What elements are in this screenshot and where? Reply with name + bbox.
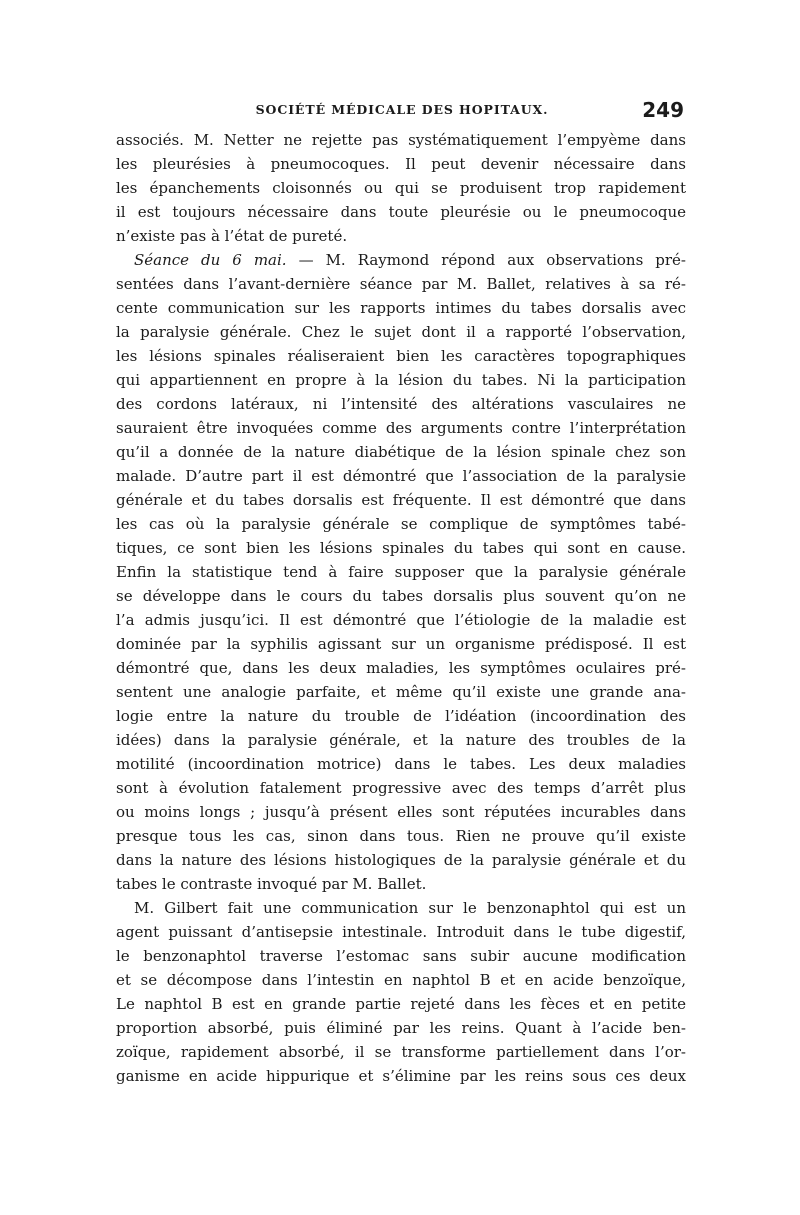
text-line: dans la nature des lésions histologiques de la paralysie générale et du	[116, 851, 686, 869]
text-line: n’existe pas à l’état de pureté.	[116, 227, 348, 245]
text-line: et se décompose dans l’intestin en naphtol B et en acide benzoïque,	[116, 971, 686, 989]
text-line: tabes le contraste invoqué par M. Ballet.	[116, 875, 427, 893]
text-line: le benzonaphtol traverse l’estomac sans subir aucune modification	[116, 947, 686, 965]
text-line: zoïque, rapidement absorbé, il se transforme partiellement dans l’or-	[116, 1043, 686, 1061]
seance-date: Séance du 6 mai.	[134, 251, 287, 269]
text-line: motilité (incoordination motrice) dans le tabes. Les deux maladies	[116, 755, 686, 773]
text-line: M. Gilbert fait une communication sur le benzonaphtol qui est un	[134, 899, 686, 917]
text-line: proportion absorbé, puis éliminé par les reins. Quant à l’acide ben-	[116, 1019, 686, 1037]
text-line: les cas où la paralysie générale se complique de symptômes tabé-	[116, 515, 686, 533]
text-line: malade. D’autre part il est démontré que l’association de la paralysie	[116, 467, 686, 485]
text-line: cente communication sur les rapports intimes du tabes dorsalis avec	[116, 299, 686, 317]
text-line: agent puissant d’antisepsie intestinale. Introduit dans le tube digestif,	[116, 923, 686, 941]
running-head: SOCIÉTÉ MÉDICALE DES HOPITAUX.	[255, 102, 549, 117]
text-line: la paralysie générale. Chez le sujet dont il a rapporté l’observation,	[116, 323, 686, 341]
text-line: associés. M. Netter ne rejette pas systématiquement l’empyème dans	[116, 131, 686, 149]
text-line: logie entre la nature du trouble de l’idéation (incoordination des	[116, 707, 686, 725]
page-number: 249	[642, 98, 684, 122]
text-line: l’a admis jusqu’ici. Il est démontré que l’étiologie de la maladie est	[116, 611, 686, 629]
text-line: idées) dans la paralysie générale, et la nature des troubles de la	[116, 731, 686, 749]
text-line: Le naphtol B est en grande partie rejeté dans les fèces et en petite	[116, 995, 686, 1013]
text-line: presque tous les cas, sinon dans tous. Rien ne prouve qu’il existe	[116, 827, 686, 845]
seance-line	[116, 248, 686, 272]
text-line: ou moins longs ; jusqu’à présent elles sont réputées incurables dans	[116, 803, 686, 821]
text-line: les pleurésies à pneumocoques. Il peut devenir nécessaire dans	[116, 155, 686, 173]
text-line: les épanchements cloisonnés ou qui se produisent trop rapidement	[116, 179, 686, 197]
text-line: sauraient être invoquées comme des arguments contre l’interprétation	[116, 419, 686, 437]
text-line: tiques, ce sont bien les lésions spinales du tabes qui sont en cause.	[116, 539, 686, 557]
text-line: les lésions spinales réaliseraient bien les caractères topographiques	[116, 347, 686, 365]
text-line: se développe dans le cours du tabes dorsalis plus souvent qu’on ne	[116, 587, 686, 605]
seance-line-text: — M. Raymond répond aux observations pré-	[286, 251, 686, 269]
text-line: dominée par la syphilis agissant sur un organisme prédisposé. Il est	[116, 635, 686, 653]
text-line: démontré que, dans les deux maladies, les symptômes oculaires pré-	[116, 659, 686, 677]
text-line: qu’il a donnée de la nature diabétique de la lésion spinale chez son	[116, 443, 686, 461]
text-line: qui appartiennent en propre à la lésion du tabes. Ni la participation	[116, 371, 686, 389]
text-line: sont à évolution fatalement progressive avec des temps d’arrêt plus	[116, 779, 686, 797]
text-line: ganisme en acide hippurique et s’élimine par les reins sous ces deux	[116, 1067, 686, 1085]
page-header	[116, 98, 688, 124]
text-line: Enfin la statistique tend à faire supposer que la paralysie générale	[116, 563, 686, 581]
text-line: il est toujours nécessaire dans toute pleurésie ou le pneumocoque	[116, 203, 686, 221]
text-line: sentent une analogie parfaite, et même qu’il existe une grande ana-	[116, 683, 686, 701]
text-line: générale et du tabes dorsalis est fréquente. Il est démontré que dans	[116, 491, 686, 509]
text-line: sentées dans l’avant-dernière séance par M. Ballet, relatives à sa ré-	[116, 275, 686, 293]
text-line: des cordons latéraux, ni l’intensité des altérations vasculaires ne	[116, 395, 686, 413]
